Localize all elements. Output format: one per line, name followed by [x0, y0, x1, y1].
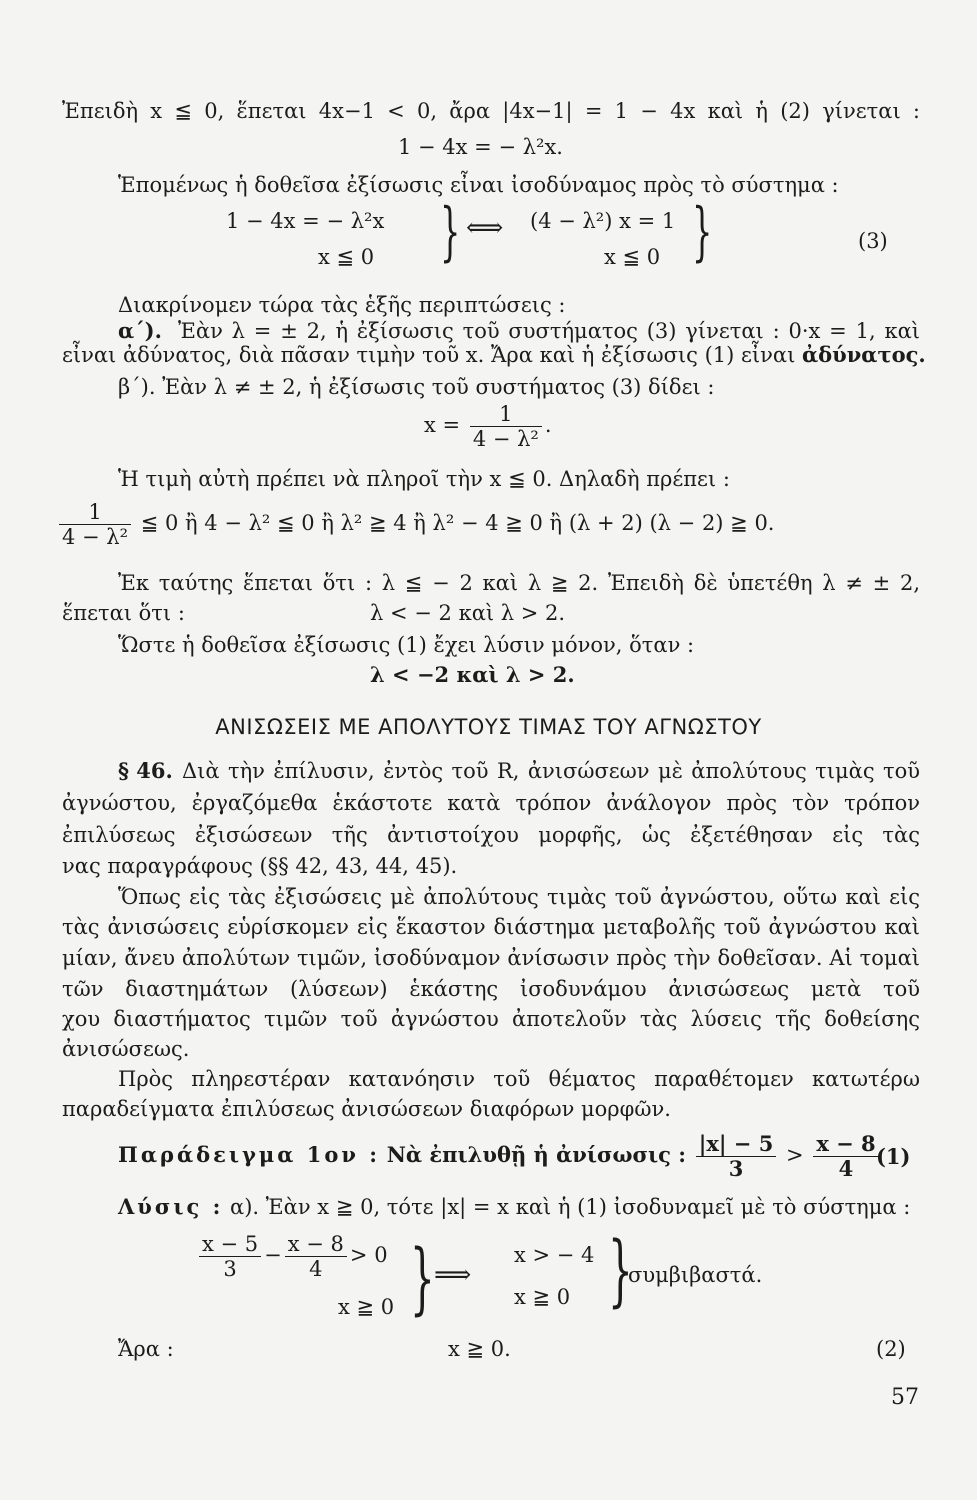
solution-label: Λύσις : [118, 1194, 224, 1219]
case-label [118, 374, 714, 400]
section-heading: ΑΝΙΣΩΣΕΙΣ ΜΕ ΑΠΟΛΥΤΟΥΣ ΤΙΜΑΣ ΤΟΥ ΑΓΝΩΣΤΟΥ [215, 715, 762, 739]
fraction [813, 1132, 878, 1181]
case-beta: β΄). [118, 375, 156, 399]
numerator: x − 5 [199, 1232, 261, 1257]
example-text: Νὰ ἐπιλυθῇ ἡ ἀνίσωσις : [386, 1142, 686, 1167]
equivalence-arrow: ⟺ [466, 213, 504, 243]
system-right-cond: x ≧ 0 [514, 1285, 571, 1309]
denominator: 3 [223, 1257, 237, 1281]
lhs: x = [424, 413, 461, 437]
conclusion-label: Ἄρα : [118, 1337, 174, 1361]
numerator: |x| − 5 [696, 1132, 777, 1157]
paragraph-line: χου διαστήματος τιμῶν τοῦ ἀγνώστου ἀποτελοῦν τὰς λύσεις τῆς δοθείσης [62, 1007, 920, 1031]
text-line: Ἐπειδὴ x ≦ 0, ἕπεται 4x−1 < 0, ἄρα |4x−1| = 1 − 4x καὶ ἡ (2) γίνεται : [62, 99, 920, 123]
denominator: 3 [728, 1156, 744, 1181]
system-left-eq: 1 − 4x = − λ²x [226, 209, 385, 233]
paragraph-line: τὰς ἀνισώσεις εὑρίσκομεν εἰς ἕκαστον διάστημα μεταβολῆς τοῦ ἀγνώστου καὶ [62, 915, 920, 939]
paragraph-line: μίαν, ἄνευ ἀπολύτων τιμῶν, ἰσοδύναμον ἀνίσωσιν πρὸς τὴν δοθεῖσαν. Αἱ τομαὶ [62, 946, 920, 970]
text-line: Ἐὰν λ = ± 2, ἡ ἐξίσωσις τοῦ συστήματος (3) γίνεται : 0·x = 1, καὶ [178, 319, 920, 343]
implies-arrow: ⟹ [434, 1260, 472, 1290]
case-alpha: α΄). [118, 318, 162, 343]
paragraph-line: Πρὸς πληρεστέραν κατανόησιν τοῦ θέματος παραθέτομεν κατωτέρω [118, 1067, 920, 1091]
minus: − [264, 1243, 282, 1267]
right-brace: } [608, 1226, 633, 1316]
equation-number: (1) [876, 1144, 911, 1169]
text-span: εἶναι ἀδύνατος, διὰ πᾶσαν τιμὴν τοῦ x. Ἄρα καὶ ἡ ἐξίσωσις (1) εἶναι [62, 343, 796, 367]
paragraph-line: τῶν διαστημάτων (λύσεων) ἑκάστης ἰσοδυνάμου ἀνισώσεως μετὰ τοῦ [62, 977, 920, 1001]
denominator: 4 − λ² [62, 525, 129, 549]
equation: λ < − 2 καὶ λ > 2. [370, 601, 566, 625]
period: . [544, 413, 552, 437]
paragraph-line: ἀγνώστου, ἐργαζόμεθα ἑκάστοτε κατὰ τρόπον ἀνάλογον πρὸς τὸν τρόπον [62, 791, 920, 815]
right-brace: } [692, 195, 713, 269]
system-left-cond: x ≧ 0 [338, 1295, 395, 1319]
compatibility-note: συμβιβαστά. [628, 1263, 763, 1287]
paragraph-line: παραδείγματα ἐπιλύσεως ἀνισώσεων διαφόρων μορφῶν. [62, 1097, 671, 1121]
fraction [199, 1232, 261, 1281]
denominator: 4 − λ² [472, 427, 539, 451]
text-line [62, 342, 926, 368]
example-heading [118, 1130, 882, 1181]
right-brace: } [440, 195, 461, 269]
numerator: 1 [59, 500, 131, 525]
fraction [59, 500, 131, 549]
chain-text: ≦ 0 ἢ 4 − λ² ≦ 0 ἢ λ² ≧ 4 ἢ λ² − 4 ≧ 0 ἢ (λ + 2) (λ − 2) ≧ 0. [140, 511, 775, 535]
case-label [118, 318, 162, 344]
inequality-chain [56, 498, 774, 549]
paragraph-line: ἐπιλύσεως ἐξισώσεων τῆς ἀντιστοίχου μορφῆς, ὡς ἐξετέθησαν εἰς τὰς [62, 823, 920, 847]
paragraph-line: Ὅπως εἰς τὰς ἐξισώσεις μὲ ἀπολύτους τιμὰς τοῦ ἀγνώστου, οὕτω καὶ εἰς [118, 885, 920, 909]
paragraph-line: ἀνισώσεως. [62, 1037, 190, 1061]
denominator: 4 [838, 1156, 854, 1181]
section-mark: § 46. [118, 758, 173, 783]
text-span: Ἐὰν λ ≠ ± 2, ἡ ἐξίσωσις τοῦ συστήματος (3) δίδει : [162, 375, 715, 399]
example-label: Παράδειγμα 1ον : [118, 1142, 381, 1167]
page-number: 57 [891, 1385, 919, 1410]
fraction [696, 1132, 777, 1181]
system-right-cond: x ≦ 0 [604, 245, 661, 269]
equation-number: (3) [858, 229, 888, 253]
solution-text: α). Ἐὰν x ≧ 0, τότε |x| = x καὶ ἡ (1) ἰσοδυναμεῖ μὲ τὸ σύστημα : [230, 1195, 911, 1219]
text-line: Ἑπομένως ἡ δοθεῖσα ἐξίσωσις εἶναι ἰσοδύναμος πρὸς τὸ σύστημα : [118, 173, 839, 197]
result: λ < −2 καὶ λ > 2. [370, 662, 575, 687]
denominator: 4 [309, 1257, 323, 1281]
conclusion-value: x ≧ 0. [448, 1337, 511, 1361]
text-line: Ὥστε ἡ δοθεῖσα ἐξίσωσις (1) ἔχει λύσιν μόνον, ὅταν : [118, 633, 695, 657]
solution-line [118, 1194, 910, 1220]
right-brace: } [410, 1234, 435, 1324]
section-number [118, 758, 173, 784]
solution-formula [424, 400, 552, 451]
system-right-eq: (4 − λ²) x = 1 [530, 209, 676, 233]
system-left-cond: x ≦ 0 [318, 245, 375, 269]
paragraph-line: νας παραγράφους (§§ 42, 43, 44, 45). [62, 854, 458, 878]
system-left-eq [196, 1230, 388, 1281]
text-line: Ἐκ ταύτης ἕπεται ὅτι : λ ≦ − 2 καὶ λ ≧ 2. Ἐπειδὴ δὲ ὑπετέθη λ ≠ ± 2, [118, 571, 920, 595]
bold-word: ἀδύνατος. [802, 342, 926, 367]
paragraph-line: Διὰ τὴν ἐπίλυσιν, ἐντὸς τοῦ R, ἀνισώσεων μὲ ἀπολύτους τιμὰς τοῦ [182, 759, 920, 783]
text-line: Διακρίνομεν τώρα τὰς ἑξῆς περιπτώσεις : [118, 293, 566, 317]
equation-number: (2) [876, 1337, 906, 1361]
system-right-eq: x > − 4 [514, 1243, 595, 1267]
fraction [470, 402, 542, 451]
equation: 1 − 4x = − λ²x. [398, 135, 563, 159]
numerator: 1 [470, 402, 542, 427]
numerator: x − 8 [285, 1232, 347, 1257]
text-line: ἕπεται ὅτι : [62, 601, 185, 625]
fraction [285, 1232, 347, 1281]
numerator: x − 8 [813, 1132, 878, 1157]
text-line: Ἡ τιμὴ αὐτὴ πρέπει νὰ πληροῖ τὴν x ≦ 0. Δηλαδὴ πρέπει : [118, 467, 730, 491]
greater-than: > [786, 1143, 804, 1167]
greater-than-zero: > 0 [349, 1243, 388, 1267]
